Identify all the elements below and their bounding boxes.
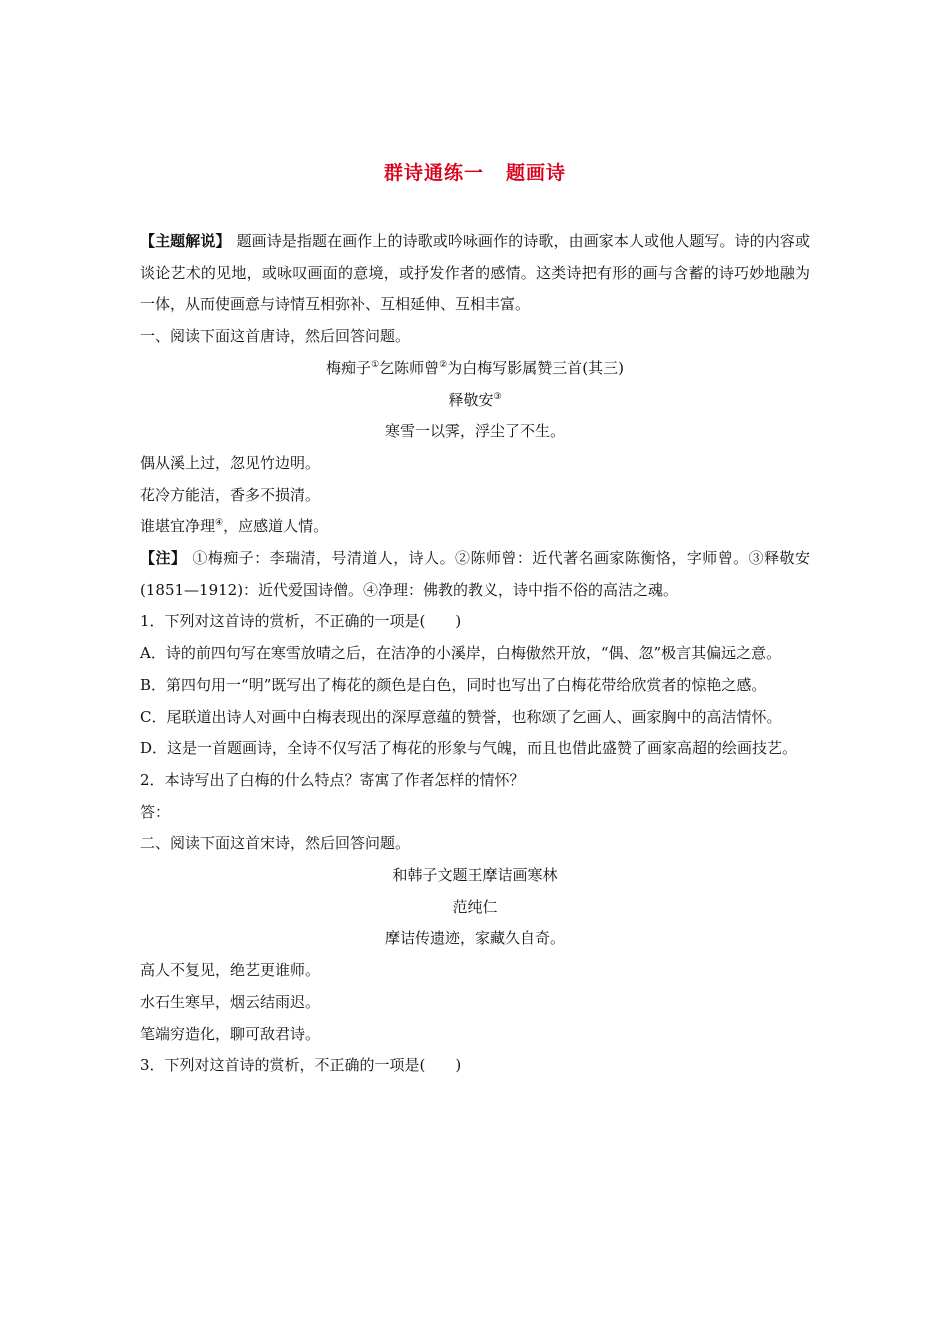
poem-1-line-2: 偶从溪上过，忽见竹边明。 (140, 453, 321, 472)
intro-paragraph (140, 226, 810, 321)
section-2-heading: 二、阅读下面这首宋诗，然后回答问题。 (140, 834, 411, 853)
section-1-heading: 一、阅读下面这首唐诗，然后回答问题。 (140, 327, 411, 346)
footnote-ref-1: ① (371, 359, 380, 370)
poem-1-author (140, 385, 810, 417)
poem-1-line-1: 寒雪一以霁，浮尘了不生。 (384, 422, 565, 441)
poem-1-title-b: 乞陈师曾 (379, 358, 440, 377)
question-2: 2．本诗写出了白梅的什么特点？寄寓了作者怎样的情怀？ (140, 770, 525, 789)
notes-paragraph (140, 543, 810, 606)
notes-text: ①梅痴子：李瑞清，号清道人，诗人。②陈师曾：近代著名画家陈衡恪，字师曾。③释敬安(1851—1912)：近代爱国诗僧。④净理：佛教的教义，诗中指不俗的高洁之魂。 (140, 549, 810, 599)
poem-1-author-name: 释敬安 (448, 390, 494, 409)
poem-2-line-2: 高人不复见，绝艺更谁师。 (140, 961, 321, 980)
poem-2-author: 范纯仁 (452, 897, 498, 916)
intro-label: 【主题解说】 (140, 232, 231, 250)
question-1-option-b: B．第四句用一“明”既写出了梅花的颜色是白色，同时也写出了白梅花带给欣赏者的惊艳之感。 (140, 675, 767, 694)
poem-2-title: 和韩子文题王摩诘画寒林 (392, 866, 558, 885)
title-part-1: 群诗通练一 (383, 162, 484, 184)
answer-label: 答： (140, 802, 171, 821)
intro-text: 题画诗是指题在画作上的诗歌或吟咏画作的诗歌，由画家本人或他人题写。诗的内容或谈论艺术的见地，或咏叹画面的意境，或抒发作者的感情。这类诗把有形的画与含蓄的诗巧妙地融为一体，从而使画意与诗情互相弥补、互相延伸、互相丰富。 (140, 232, 810, 314)
poem-1-line-3: 花冷方能洁，香多不损清。 (140, 485, 321, 504)
poem-2-line-4: 笔端穷造化，聊可敌君诗。 (140, 1024, 321, 1043)
poem-1-title (140, 353, 810, 385)
poem-1-line-4-a: 谁堪宜净理 (140, 517, 216, 536)
question-1-option-d: D．这是一首题画诗，全诗不仅写活了梅花的形象与气魄，而且也借此盛赞了画家高超的绘画技艺。 (140, 739, 798, 758)
poem-1-line-4 (140, 511, 810, 543)
title-part-2: 题画诗 (506, 162, 567, 184)
footnote-ref-2: ② (439, 359, 448, 370)
notes-label: 【注】 (140, 549, 187, 568)
poem-1-title-a: 梅痴子 (326, 358, 372, 377)
poem-1-title-c: 为白梅写影属赞三首(其三) (447, 358, 624, 377)
question-3: 3．下列对这首诗的赏析，不正确的一项是( ) (140, 1056, 462, 1075)
document-body (140, 226, 810, 1082)
poem-1-line-4-b: ，应感道人情。 (223, 517, 329, 536)
poem-2-line-3: 水石生寒早，烟云结雨迟。 (140, 992, 321, 1011)
question-1-option-c: C．尾联道出诗人对画中白梅表现出的深厚意蕴的赞誉，也称颂了乞画人、画家胸中的高洁情怀。 (140, 707, 782, 726)
question-1-option-a: A．诗的前四句写在寒雪放晴之后，在洁净的小溪岸，白梅傲然开放，“偶、忽”极言其偏远之意。 (140, 644, 782, 663)
footnote-ref-3: ③ (493, 391, 502, 402)
poem-2-line-1: 摩诘传遗迹，家藏久自奇。 (384, 929, 565, 948)
footnote-ref-4: ④ (215, 518, 224, 529)
question-1: 1．下列对这首诗的赏析，不正确的一项是( ) (140, 612, 462, 631)
page-title (0, 158, 950, 185)
